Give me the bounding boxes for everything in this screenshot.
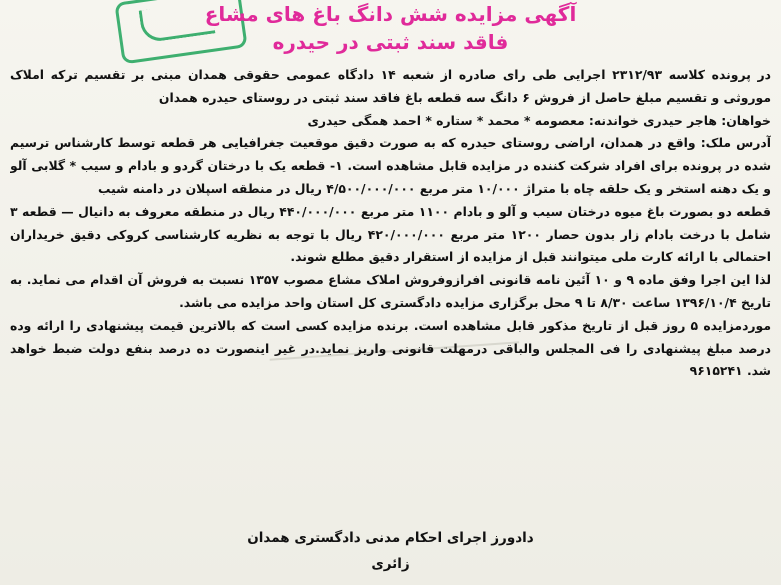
signature-name: زائری xyxy=(371,556,410,572)
paragraph-conditions: موردمزایده ۵ روز قبل از تاریخ مذکور قابل مشاهده است. برنده مزایده کسی است که بالاترین قیمت پیشنهادی را ارائه وده درصد مبلغ پیشنهادی را فی المجلس والباقی درمهلت قانونی واریز نماید.در غیر اینصورت ده درصد بنفع دولت ضبط خواهد شد. ۹۶۱۵۲۴۱ xyxy=(10,317,771,379)
notice-title: آگهی مزایده شش دانگ باغ های مشاع xyxy=(204,2,577,26)
notice-subtitle: فاقد سند ثبتی در حیدره xyxy=(272,30,509,54)
paragraph-case: در پرونده کلاسه ۲۳۱۲/۹۳ اجرایی طی رای صادره از شعبه ۱۴ دادگاه عمومی حقوقی همدان مبنی بر تقسیم ترکه املاک موروثی و تقسیم مبلغ حاصل از فروش ۶ دانگ سه قطعه باغ فاقد سند ثبتی در روستای حیدره همدان xyxy=(10,67,771,105)
signature-office: دادورز اجرای احکام مدنی دادگستری همدان xyxy=(247,530,534,546)
paragraph-parties: خواهان: هاجر حیدری خواندنه: معصومه * محمد * ستاره * احمد همگی حیدری xyxy=(307,112,771,128)
paragraph-auction-date: لذا این اجرا وفق ماده ۹ و ۱۰ آئین نامه قانونی افرازوفروش املاک مشاع مصوب ۱۳۵۷ نسبت به فروش آن اقدام می نماید. به تاریخ ۱۳۹۶/۱۰/۴ ساعت ۸/۳۰ تا ۹ محل برگزاری مزایده دادگستری کل استان واحد مزایده می باشد. xyxy=(10,272,771,310)
paragraph-address: آدرس ملک: واقع در همدان، اراضی روستای حیدره که به صورت دقیق موقعیت جغرافیایی هر قطعه توسط کارشناس ترسیم شده در پرونده برای افراد شرکت کننده در مزایده قابل مشاهده است. ۱- قطعه یک با درختان گردو و بادام و سیب * گلابی آلو و یک دهنه استخر و یک حلقه چاه با متراژ ۱۰/۰۰۰ متر مربع ۴/۵۰۰/۰۰۰/۰۰۰ ریال در منطقه اسپلان در دامنه شیب xyxy=(10,135,771,196)
paragraph-plots: قطعه دو بصورت باغ میوه درختان سیب و آلو و بادام ۱۱۰۰ متر مربع ۴۴۰/۰۰۰/۰۰۰ ریال در منطقه معروف به دانیال — قطعه ۳ شامل با درخت بادام زار بدون حصار ۱۲۰۰ متر مربع ۴۲۰/۰۰۰/۰۰۰ ریال با توجه به نظریه کارشناسی کروکی دقیق خریداران احتمالی با ارائه کارت ملی میتوانند قبل از مزایده از استقرار دقیق مطلع شوند. xyxy=(10,203,771,265)
notice-body xyxy=(10,64,771,522)
